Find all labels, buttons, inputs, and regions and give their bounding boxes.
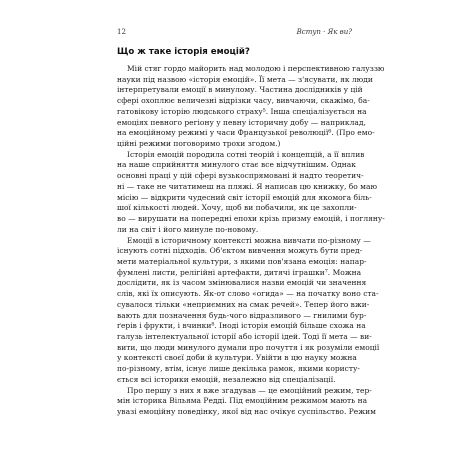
text-line: вити, що люди минулого думали про почуття і як розуміли емоції (117, 342, 380, 352)
text-line: мін історика Вільяма Редді. Під емоційним режимом мають на (117, 396, 368, 406)
page-number: 12 (117, 28, 126, 36)
text-line: місію — відкрити чудесний світ історії емоцій для якомога біль- (117, 192, 372, 202)
text-line: науки під назвою «історія емоцій». Її мета — з'ясувати, як люди (117, 74, 373, 84)
text-line: слів, які їх описують. Як-от слово «огида» — на початку воно ста- (117, 289, 379, 299)
text-line: гатовікову історію людського страху⁵. Інша спеціалізується на (117, 106, 367, 116)
running-header: Вступ · Як ви? (296, 28, 352, 36)
text-line: ється всі історики емоцій, незалежно від спеціалізації. (117, 374, 336, 384)
text-line: Про першу з них я вже згадував — це емоційний режим, тер- (127, 385, 372, 395)
text-line: галузь інтелектуальної історії або історії ідей. Тоді її мета — ви- (117, 331, 372, 341)
text-line: ґерів і фрукти, і вчинки⁸. Іноді історія емоцій більше схожа на (117, 321, 366, 331)
body-text (117, 64, 385, 418)
text-line: на наше сприйняття минулого стає все відчутнішим. Однак (117, 160, 356, 170)
text-line: вають для позначення будь-чого відразливого — гнилими бур- (117, 310, 367, 320)
text-line: Історія емоцій породила сотні теорій і концепцій, а її вплив (127, 149, 365, 159)
text-line: існують сотні підходів. Об'єктом вивчення можуть бути пред- (117, 246, 363, 256)
text-line: дослідити, як із часом змінювалися назви емоцій чи значення (117, 278, 367, 288)
section-heading: Що ж таке історія емоцій? (117, 47, 250, 57)
text-line: фумлені листи, релігійні артефакти, дитячі іграшки⁷. Можна (117, 267, 362, 277)
text-line: увазі емоційну поведінку, якої від нас очікує суспільство. Режим (117, 407, 376, 416)
text-line: Мій стяг гордо майорить над молодою і перспективною галуззю (127, 64, 385, 73)
text-line: на емоційному режимі у часи Французької революції⁶. (Про емо- (117, 128, 375, 138)
text-line: по-різному, втім, існує лише декілька рамок, якими користу- (117, 364, 360, 374)
text-line: ли на світ і його минуле по-новому. (117, 224, 259, 234)
text-line: шої кількості людей. Хочу, щоб ви побачили, як це захопли- (117, 203, 357, 213)
text-line: сувалося тільки «неприємних на смак речей». Тепер його вжи- (117, 299, 370, 309)
text-line: емоціях певного регіону у певну історичну добу — наприклад, (117, 117, 366, 127)
text-line: інтерпретували емоції в минулому. Частина дослідників у цій (117, 85, 363, 95)
text-line: ційні режими поговоримо трохи згодом.) (117, 139, 281, 149)
text-line: мети матеріальної культури, з якими пов'язана емоція: напар- (117, 256, 367, 266)
text-line: ні — таке не читатимеш на пляжі. Я написав цю книжку, бо маю (117, 181, 378, 191)
text-line: основні праці у цій сфері вузькоспрямовані й надто теоретич- (117, 171, 364, 181)
text-line: сфері охоплює величезні відрізки часу, вивчаючи, скажімо, ба- (117, 96, 370, 106)
text-line: во — вирушати на попередні епохи крізь призму емоцій, і погляну- (117, 214, 385, 224)
text-line: Емоції в історичному контексті можна вивчати по-різному — (127, 235, 371, 245)
text-line: у контексті своєї доби й культури. Увійти в цю науку можна (117, 353, 357, 363)
